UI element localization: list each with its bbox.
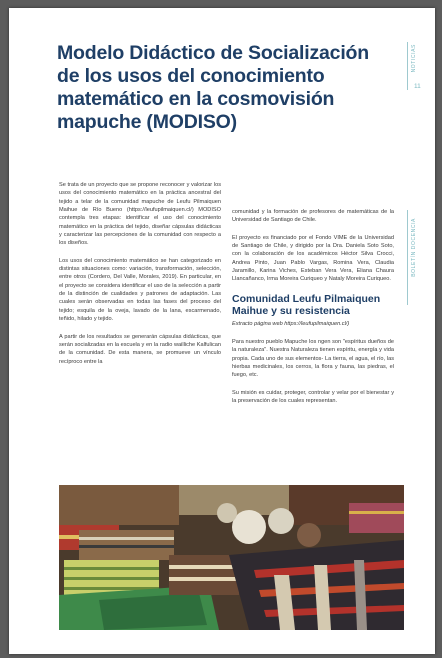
article-title: Modelo Didáctico de Socialización de los usos del conocimiento matemático en la cosmovisión mapuche (MODISO) — [57, 42, 369, 133]
section-label: NOTICIAS — [411, 44, 417, 73]
publication-label: BOLETÍN DOCENCIA — [411, 218, 417, 277]
paragraph: Para nuestro pueblo Mapuche los ngen son "espíritus dueños de la naturaleza". Nuestra Naturaleza tienen espíritu, energía y vida propia. Cada uno de sus elementos- La tierra, el agua, el río, las hierbas medicinales, los cerros, la flora y fauna, las piedras, el fuego, etc. — [232, 339, 394, 379]
paragraph: comunidad y la formación de profesores de matemáticas de la Universidad de Santiago de Chile. — [232, 209, 394, 224]
side-divider-bottom — [407, 210, 408, 305]
source-note: Extracto página web https://leufupilmaiquen.cl/) — [232, 320, 350, 327]
paragraph: Su misión es cuidar, proteger, controlar y velar por el bienestar y la preservación de los cuales representan. — [232, 389, 394, 405]
woven-textiles-photo — [59, 485, 404, 630]
section-heading: Comunidad Leufu Pilmaiquen Maihue y su resistencia — [232, 292, 381, 317]
side-divider-top — [407, 42, 408, 90]
paragraph: Los usos del conocimiento matemático se han categorizado en distintas situaciones como: variación, transformación, selección, entre otros (Cordero, Del Valle, Morales, 2019). En particular, en el proyecto se considera identificar el uso de la selección a partir de la distinción de cualidades y patrones de adaptación. Las cuales serán observadas en todas las fases del proceso del tejido; esquila de la oveja, lavado de la lana, escarmenado, teñido, hilado y tejido. — [59, 257, 221, 323]
page-number: 11 — [414, 83, 421, 90]
paragraph: El proyecto es financiado por el Fondo VIME de la Universidad de Santiago de Chile, y dirigido por la Dra. Daniela Soto Soto, con la colaboración de los académicos Héctor Silva Crocci, Andrea Pinto, Juan Pablo Vargas, Romina Vera, Claudia Jaramillo, Karina Viches, Esteban Vera Vera, Eliana Chaura Llancañanco, Irma Moreira Curiqueo y Nataly Moreira Curiqueo. — [232, 234, 394, 283]
document-page — [9, 8, 435, 654]
right-column — [232, 208, 394, 415]
paragraph: A partir de los resultados se generarán cápsulas didácticas, que serán socializadas en la escuela y en la radio wailliche Kalfulican de la comunidad. De esta manera, se promueve un vínculo recíproco entre la — [59, 333, 221, 365]
left-column — [59, 181, 221, 375]
paragraph: Se trata de un proyecto que se propone reconocer y valorizar los usos del conocimiento matemático en la práctica ancestral del tejido a telar de la comunidad mapuche de Leufu Pilmaiquen Maihue de Río Bueno (https://leufupilmaiquen.cl/) MODISO contempla tres etapas: identificar el uso del conocimiento matemático en la práctica del tejido, diseñar cápsulas didácticas y caracterizar las percepciones de la comunidad con respecto a los diseños. — [59, 182, 221, 247]
